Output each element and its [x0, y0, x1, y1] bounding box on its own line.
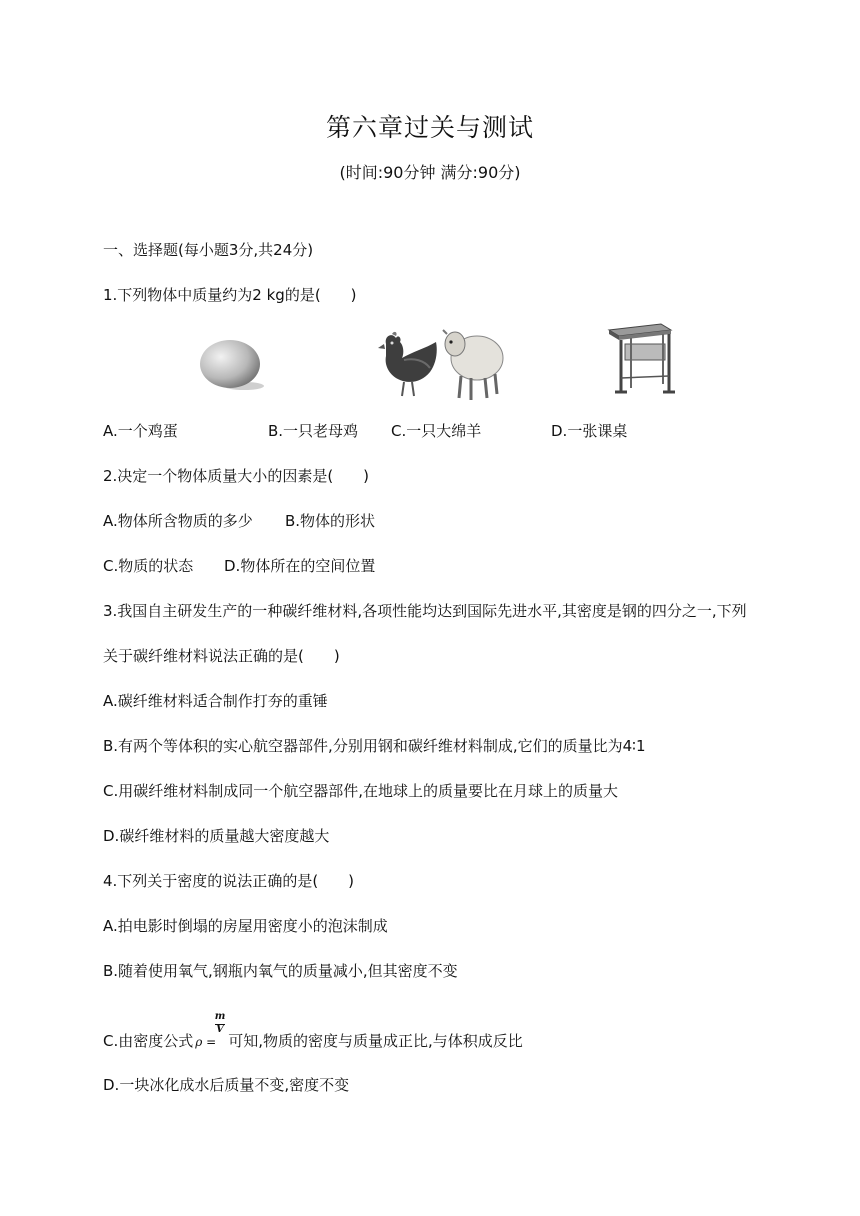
question-3-option-d: D.碳纤维材料的质量越大密度越大	[103, 827, 330, 845]
option-c-suffix: 可知,物质的密度与质量成正比,与体积成反比	[228, 1032, 523, 1050]
formula-denominator: V	[216, 1024, 224, 1035]
option-c-prefix: C.由密度公式	[103, 1032, 194, 1050]
sheep-icon	[441, 322, 505, 402]
question-1-option-a: A.一个鸡蛋	[103, 422, 178, 440]
question-1-stem: 1.下列物体中质量约为2 kg的是( )	[103, 286, 357, 304]
formula-numerator: m	[214, 1011, 226, 1022]
desk-icon	[605, 322, 675, 400]
question-3-option-c: C.用碳纤维材料制成同一个航空器部件,在地球上的质量要比在月球上的质量大	[103, 782, 619, 800]
question-3-stem-line2: 关于碳纤维材料说法正确的是( )	[103, 647, 340, 665]
question-4-option-c	[103, 1031, 523, 1052]
question-2-option-c: C.物质的状态	[103, 557, 194, 575]
question-3-option-b: B.有两个等体积的实心航空器部件,分别用钢和碳纤维材料制成,它们的质量比为4∶1	[103, 737, 646, 755]
question-2-option-d: D.物体所在的空间位置	[224, 557, 376, 575]
section-heading: 一、选择题(每小题3分,共24分)	[103, 241, 314, 259]
question-2-option-b: B.物体的形状	[285, 512, 376, 530]
page-subtitle: (时间:90分钟 满分:90分)	[339, 163, 521, 182]
question-3-stem-line1: 3.我国自主研发生产的一种碳纤维材料,各项性能均达到国际先进水平,其密度是钢的四分之一,下列	[103, 602, 747, 620]
question-1-option-b: B.一只老母鸡	[268, 422, 359, 440]
question-4-option-b: B.随着使用氧气,钢瓶内氧气的质量减小,但其密度不变	[103, 962, 458, 980]
question-2-stem: 2.决定一个物体质量大小的因素是( )	[103, 467, 370, 485]
question-1-option-d: D.一张课桌	[551, 422, 628, 440]
question-1-option-c: C.一只大绵羊	[391, 422, 482, 440]
density-formula-lhs: ρ =	[195, 1035, 217, 1049]
egg-icon	[196, 336, 266, 394]
page-title: 第六章过关与测试	[325, 113, 534, 142]
question-4-stem: 4.下列关于密度的说法正确的是( )	[103, 872, 355, 890]
question-4-option-d: D.一块冰化成水后质量不变,密度不变	[103, 1076, 350, 1094]
question-4-option-a: A.拍电影时倒塌的房屋用密度小的泡沫制成	[103, 917, 388, 935]
hen-icon	[374, 330, 440, 400]
question-2-option-a: A.物体所含物质的多少	[103, 512, 253, 530]
question-3-option-a: A.碳纤维材料适合制作打夯的重锤	[103, 692, 328, 710]
